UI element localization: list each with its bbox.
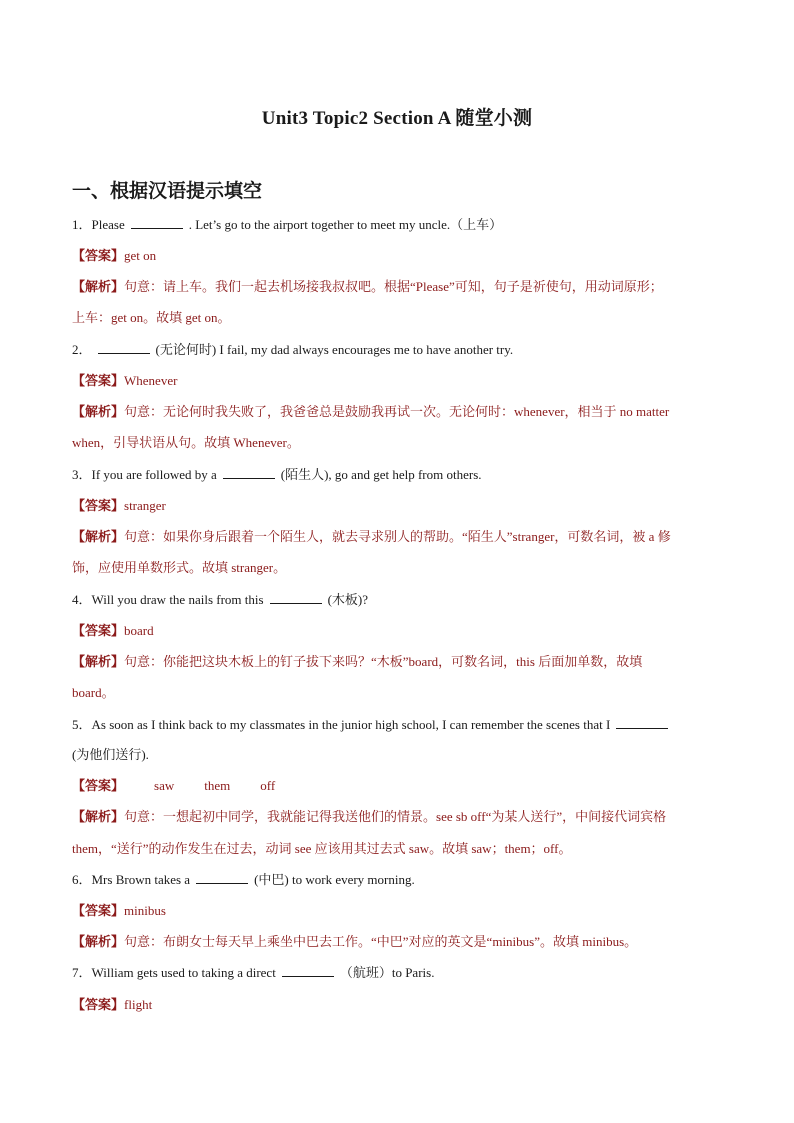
page-title: Unit3 Topic2 Section A 随堂小测: [261, 108, 533, 129]
question-1: 1．Please . Let’s go to the airport together to meet my uncle.（上车）: [72, 217, 503, 232]
answer-tag: 【答案】: [72, 373, 125, 388]
analysis-3: 【解析】句意：如果你身后跟着一个陌生人，就去寻求别人的帮助。“陌生人”stranger，可数名词，被 a 修: [72, 529, 671, 544]
analysis-4: 【解析】句意：你能把这块木板上的钉子拔下来吗？“木板”board，可数名词，this 后面加单数，故填: [72, 654, 643, 669]
analysis-1-cont: 上车：get on。故填 get on。: [72, 310, 231, 325]
analysis-tag: 【解析】: [72, 279, 125, 294]
answer-2: 【答案】Whenever: [72, 373, 178, 388]
analysis-tag: 【解析】: [72, 934, 125, 949]
answer-tag: 【答案】: [72, 248, 125, 263]
answer-tag: 【答案】: [72, 623, 125, 638]
question-3: 3．If you are followed by a (陌生人), go and get help from others.: [72, 467, 482, 482]
analysis-2-cont: when，引导状语从句。故填 Whenever。: [72, 435, 300, 450]
answer-blank: [616, 716, 668, 729]
answer-blank: [196, 871, 248, 884]
analysis-5: 【解析】句意：一想起初中同学，我就能记得我送他们的情景。see sb off“为某人送行”，中间接代词宾格: [72, 809, 667, 824]
question-5-cont: (为他们送行).: [72, 747, 149, 762]
answer-6: 【答案】minibus: [72, 903, 166, 918]
answer-7: 【答案】flight: [72, 997, 153, 1012]
answer-tag: 【答案】: [72, 903, 125, 918]
analysis-tag: 【解析】: [72, 529, 125, 544]
answer-tag: 【答案】: [72, 498, 125, 513]
analysis-tag: 【解析】: [72, 809, 125, 824]
analysis-4-cont: board。: [72, 685, 115, 700]
analysis-5-cont: them，“送行”的动作发生在过去，动词 see 应该用其过去式 saw。故填 saw；them；off。: [72, 841, 572, 856]
answer-4: 【答案】board: [72, 623, 154, 638]
question-7: 7．William gets used to taking a direct （航班）to Paris.: [72, 965, 435, 980]
analysis-6: 【解析】句意：布朗女士每天早上乘坐中巴去工作。“中巴”对应的英文是“minibus”。故填 minibus。: [72, 934, 638, 949]
answer-blank: [98, 341, 150, 354]
answer-tag: 【答案】: [72, 778, 125, 793]
question-2: 2． (无论何时) I fail, my dad always encourages me to have another try.: [72, 342, 514, 357]
answer-1: 【答案】get on: [72, 248, 157, 263]
section-heading: 一、根据汉语提示填空: [72, 181, 263, 202]
answer-5: 【答案】 saw them off: [72, 778, 276, 793]
analysis-tag: 【解析】: [72, 654, 125, 669]
question-5: 5．As soon as I think back to my classmates in the junior high school, I can remember the scenes that I: [72, 716, 722, 734]
answer-blank: [131, 216, 183, 229]
analysis-tag: 【解析】: [72, 404, 125, 419]
analysis-1: 【解析】句意：请上车。我们一起去机场接我叔叔吧。根据“Please”可知，句子是祈使句，用动词原形；: [72, 279, 663, 294]
answer-blank: [282, 964, 334, 977]
question-4: 4．Will you draw the nails from this (木板)?: [72, 592, 368, 607]
answer-tag: 【答案】: [72, 997, 125, 1012]
answer-blank: [223, 466, 275, 479]
answer-3: 【答案】stranger: [72, 498, 166, 513]
analysis-2: 【解析】句意：无论何时我失败了，我爸爸总是鼓励我再试一次。无论何时：whenever，相当于 no matter: [72, 404, 670, 419]
question-6: 6．Mrs Brown takes a (中巴) to work every morning.: [72, 872, 415, 887]
analysis-3-cont: 饰，应使用单数形式。故填 stranger。: [72, 560, 287, 575]
answer-blank: [270, 591, 322, 604]
